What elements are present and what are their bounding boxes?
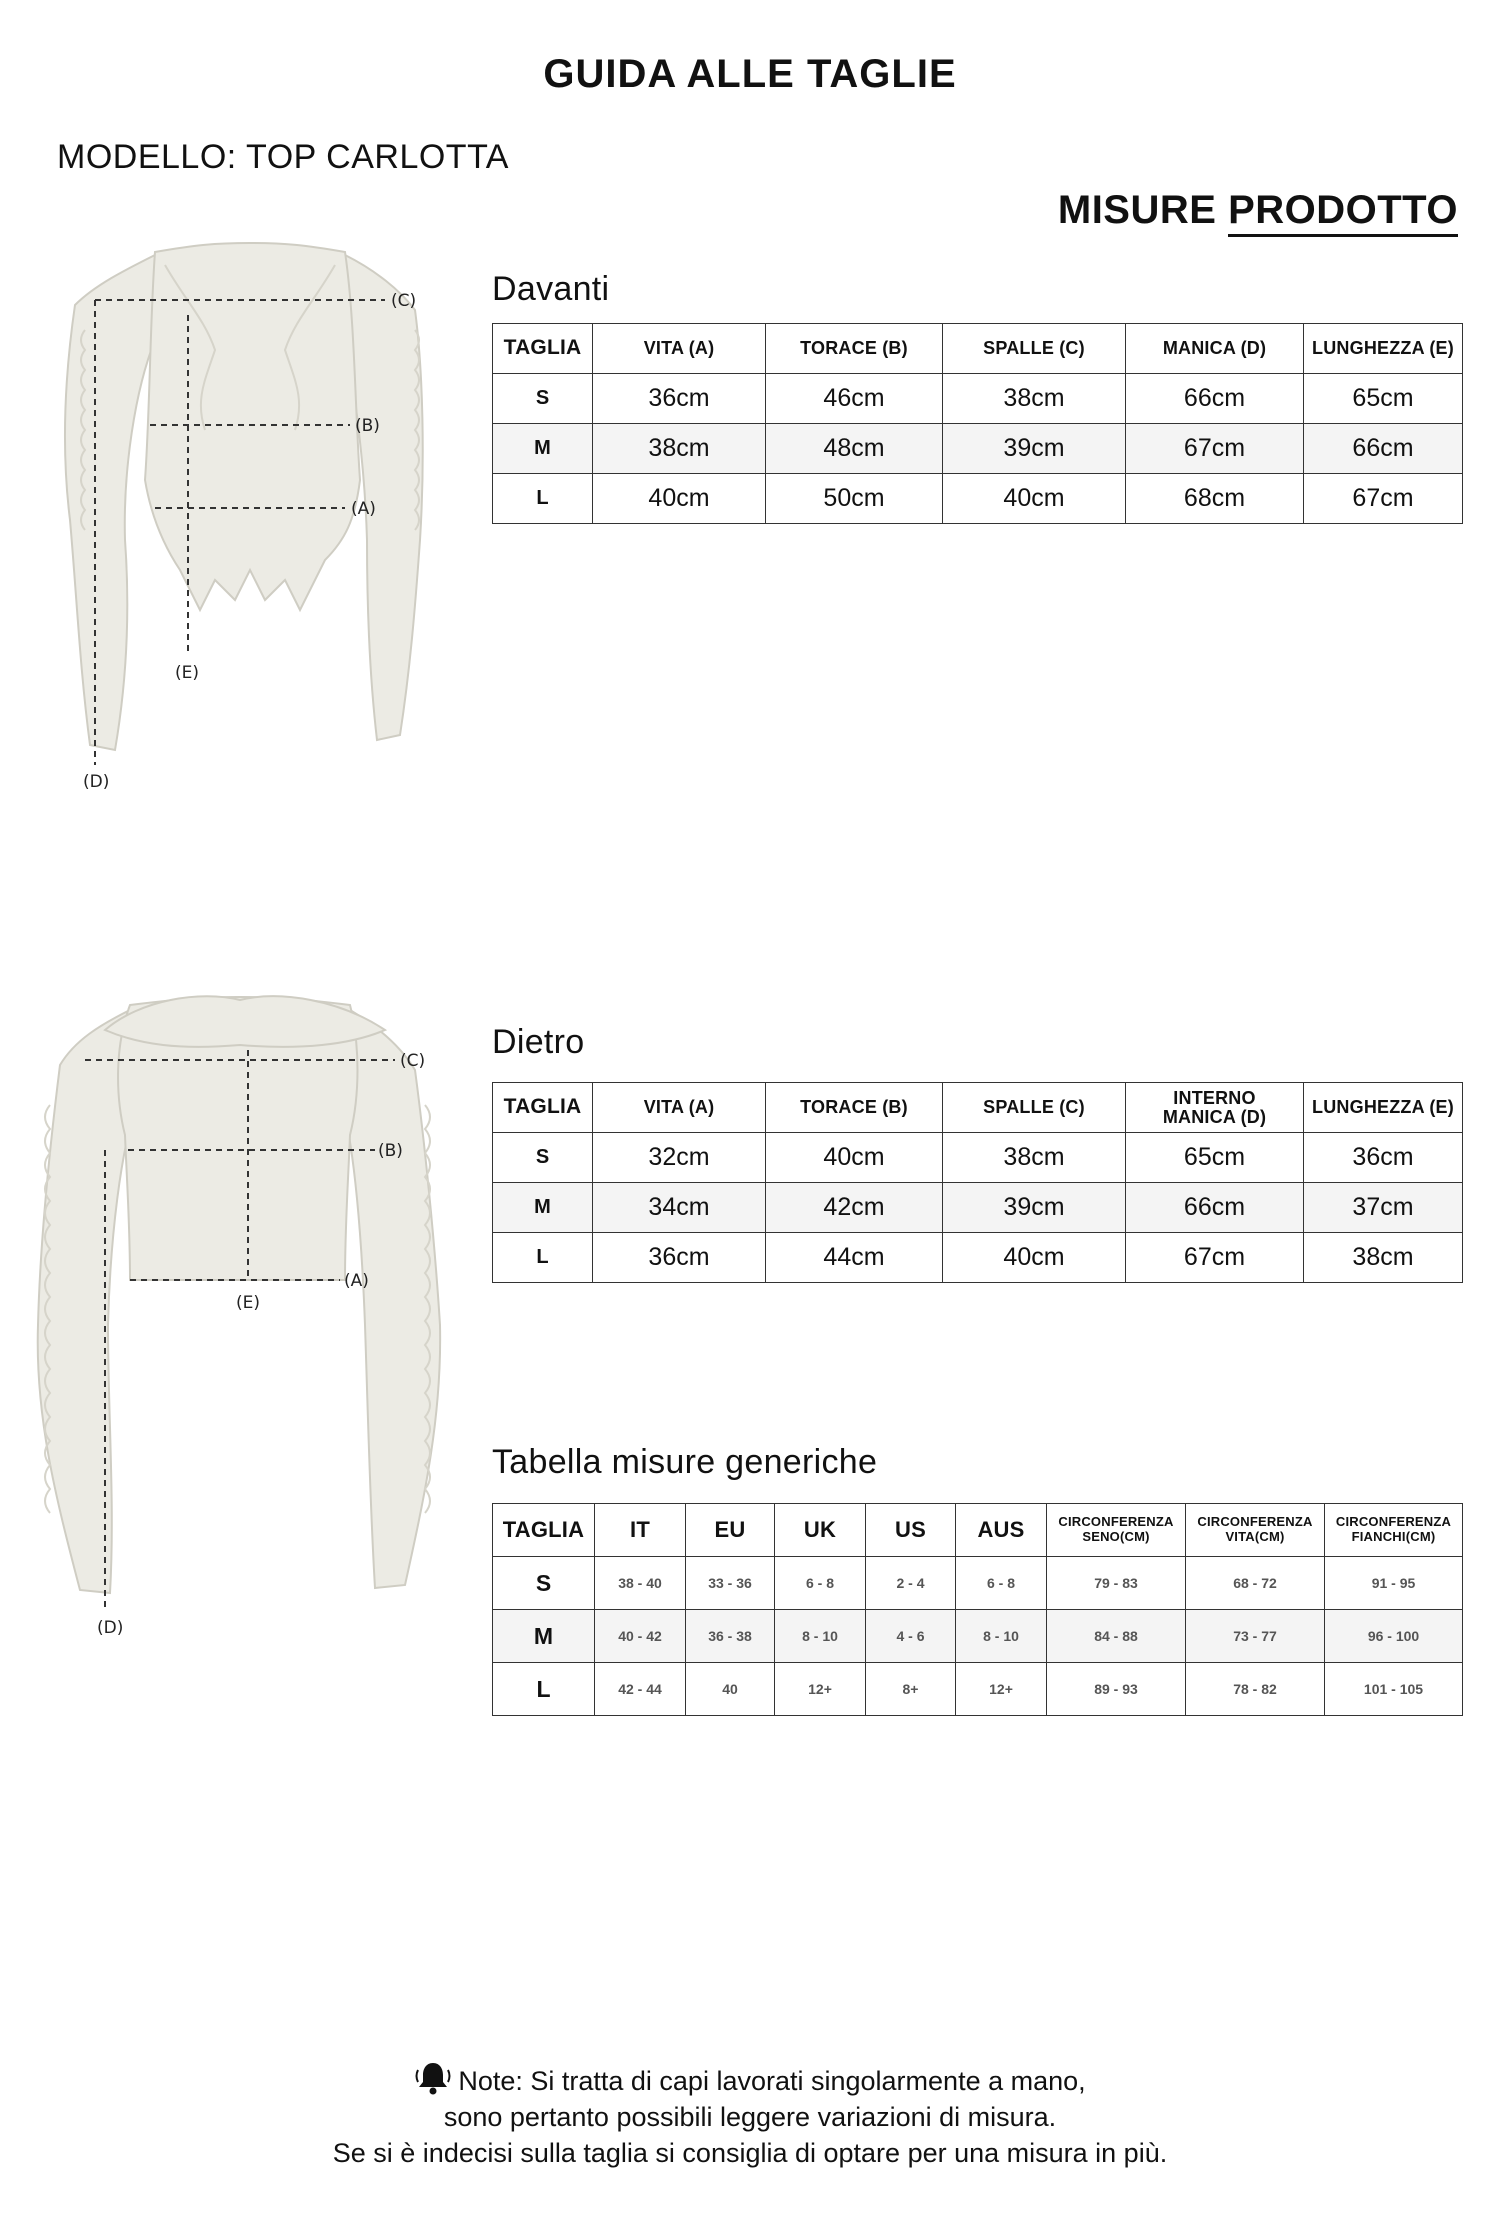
back-cell: 38cm [943, 1133, 1126, 1183]
front-cell: 38cm [593, 424, 766, 474]
back-garment-diagram [30, 995, 450, 1655]
generic-cell: 68 - 72 [1186, 1557, 1325, 1610]
back-header-shoulders: SPALLE (C) [943, 1083, 1126, 1133]
section-heading-part1: MISURE [1057, 188, 1229, 232]
generic-header-bust: CIRCONFERENZA SENO(CM) [1047, 1504, 1186, 1557]
table-row [493, 1610, 1463, 1663]
front-cell: 66cm [1304, 424, 1463, 474]
back-header-length: LUNGHEZZA (E) [1304, 1083, 1463, 1133]
front-cell: 36cm [593, 374, 766, 424]
generic-cell: 6 - 8 [775, 1557, 866, 1610]
section-heading [1058, 188, 1458, 233]
table-row [493, 1663, 1463, 1716]
back-header-chest: TORACE (B) [766, 1083, 943, 1133]
generic-cell: 101 - 105 [1325, 1663, 1463, 1716]
note-block [0, 2060, 1500, 2171]
generic-header-us: US [866, 1504, 956, 1557]
back-size-m: M [493, 1183, 593, 1233]
generic-cell: 89 - 93 [1047, 1663, 1186, 1716]
front-cell: 48cm [766, 424, 943, 474]
bell-icon [414, 2060, 452, 2096]
front-size-s: S [493, 374, 593, 424]
generic-cell: 78 - 82 [1186, 1663, 1325, 1716]
table-row [493, 1183, 1463, 1233]
front-label-b: (B) [355, 416, 380, 436]
generic-header-it: IT [595, 1504, 686, 1557]
generic-cell: 8 - 10 [775, 1610, 866, 1663]
table-row [493, 424, 1463, 474]
page-title: GUIDA ALLE TAGLIE [543, 52, 957, 96]
front-size-m: M [493, 424, 593, 474]
front-cell: 67cm [1126, 424, 1304, 474]
generic-cell: 40 - 42 [595, 1610, 686, 1663]
front-size-l: L [493, 474, 593, 524]
generic-cell: 12+ [775, 1663, 866, 1716]
front-cell: 38cm [943, 374, 1126, 424]
front-section-label: Davanti [492, 270, 610, 308]
generic-cell: 8+ [866, 1663, 956, 1716]
back-size-l: L [493, 1233, 593, 1283]
generic-size-table [492, 1503, 1463, 1716]
back-size-table [492, 1082, 1463, 1283]
back-cell: 40cm [766, 1133, 943, 1183]
front-cell: 67cm [1304, 474, 1463, 524]
back-cell: 66cm [1126, 1183, 1304, 1233]
generic-cell: 12+ [956, 1663, 1047, 1716]
front-label-d: (D) [83, 772, 110, 792]
front-header-length: LUNGHEZZA (E) [1304, 324, 1463, 374]
section-heading-part2: PRODOTTO [1228, 188, 1458, 237]
model-name: MODELLO: TOP CARLOTTA [57, 138, 509, 176]
note-line-2: sono pertanto possibili leggere variazioni di misura. [443, 2102, 1057, 2132]
front-label-e: (E) [175, 663, 200, 683]
front-header-shoulders: SPALLE (C) [943, 324, 1126, 374]
generic-cell: 84 - 88 [1047, 1610, 1186, 1663]
back-label-d: (D) [97, 1618, 124, 1638]
front-cell: 46cm [766, 374, 943, 424]
front-cell: 65cm [1304, 374, 1463, 424]
back-cell: 34cm [593, 1183, 766, 1233]
front-cell: 40cm [943, 474, 1126, 524]
back-cell: 32cm [593, 1133, 766, 1183]
front-header-waist: VITA (A) [593, 324, 766, 374]
generic-cell: 8 - 10 [956, 1610, 1047, 1663]
generic-cell: 36 - 38 [686, 1610, 775, 1663]
front-cell: 50cm [766, 474, 943, 524]
generic-header-size: TAGLIA [493, 1504, 595, 1557]
note-line-3: Se si è indecisi sulla taglia si consiglia di optare per una misura in più. [332, 2138, 1168, 2168]
back-cell: 42cm [766, 1183, 943, 1233]
back-cell: 44cm [766, 1233, 943, 1283]
generic-cell: 38 - 40 [595, 1557, 686, 1610]
generic-cell: 79 - 83 [1047, 1557, 1186, 1610]
generic-cell: 73 - 77 [1186, 1610, 1325, 1663]
generic-size-s: S [493, 1557, 595, 1610]
generic-cell: 4 - 6 [866, 1610, 956, 1663]
generic-header-waist: CIRCONFERENZA VITA(CM) [1186, 1504, 1325, 1557]
note-line-1 [0, 2060, 1500, 2099]
back-cell: 40cm [943, 1233, 1126, 1283]
generic-cell: 2 - 4 [866, 1557, 956, 1610]
generic-header-aus: AUS [956, 1504, 1047, 1557]
generic-header-hips: CIRCONFERENZA FIANCHI(CM) [1325, 1504, 1463, 1557]
table-row [493, 1133, 1463, 1183]
generic-size-m: M [493, 1610, 595, 1663]
front-cell: 39cm [943, 424, 1126, 474]
generic-cell: 6 - 8 [956, 1557, 1047, 1610]
back-size-s: S [493, 1133, 593, 1183]
front-size-table [492, 323, 1463, 524]
back-cell: 37cm [1304, 1183, 1463, 1233]
front-label-c: (C) [391, 291, 417, 311]
front-cell: 40cm [593, 474, 766, 524]
front-label-a: (A) [351, 499, 376, 519]
back-cell: 38cm [1304, 1233, 1463, 1283]
generic-header-uk: UK [775, 1504, 866, 1557]
back-label-c: (C) [400, 1051, 426, 1071]
front-body [145, 243, 360, 610]
generic-size-l: L [493, 1663, 595, 1716]
front-cell: 66cm [1126, 374, 1304, 424]
table-row [493, 1557, 1463, 1610]
table-row [493, 474, 1463, 524]
generic-cell: 33 - 36 [686, 1557, 775, 1610]
generic-header-eu: EU [686, 1504, 775, 1557]
back-cell: 36cm [593, 1233, 766, 1283]
note-text-1: Note: Si tratta di capi lavorati singolarmente a mano, [458, 2066, 1086, 2096]
generic-cell: 42 - 44 [595, 1663, 686, 1716]
back-label-a: (A) [344, 1271, 369, 1291]
front-cell: 68cm [1126, 474, 1304, 524]
table-row [493, 1233, 1463, 1283]
generic-cell: 91 - 95 [1325, 1557, 1463, 1610]
front-header-chest: TORACE (B) [766, 324, 943, 374]
back-cell: 39cm [943, 1183, 1126, 1233]
table-row [493, 374, 1463, 424]
back-cell: 65cm [1126, 1133, 1304, 1183]
front-header-sleeve: MANICA (D) [1126, 324, 1304, 374]
back-section-label: Dietro [492, 1023, 585, 1061]
front-left-sleeve [65, 255, 155, 750]
generic-cell: 40 [686, 1663, 775, 1716]
back-label-b: (B) [378, 1141, 403, 1161]
generic-section-label: Tabella misure generiche [492, 1443, 878, 1481]
generic-cell: 96 - 100 [1325, 1610, 1463, 1663]
back-header-waist: VITA (A) [593, 1083, 766, 1133]
back-header-inner-sleeve: INTERNO MANICA (D) [1126, 1083, 1304, 1133]
front-garment-diagram [55, 240, 445, 800]
back-cell: 67cm [1126, 1233, 1304, 1283]
front-header-size: TAGLIA [493, 324, 593, 374]
back-cell: 36cm [1304, 1133, 1463, 1183]
back-label-e: (E) [236, 1293, 261, 1313]
back-header-size: TAGLIA [493, 1083, 593, 1133]
